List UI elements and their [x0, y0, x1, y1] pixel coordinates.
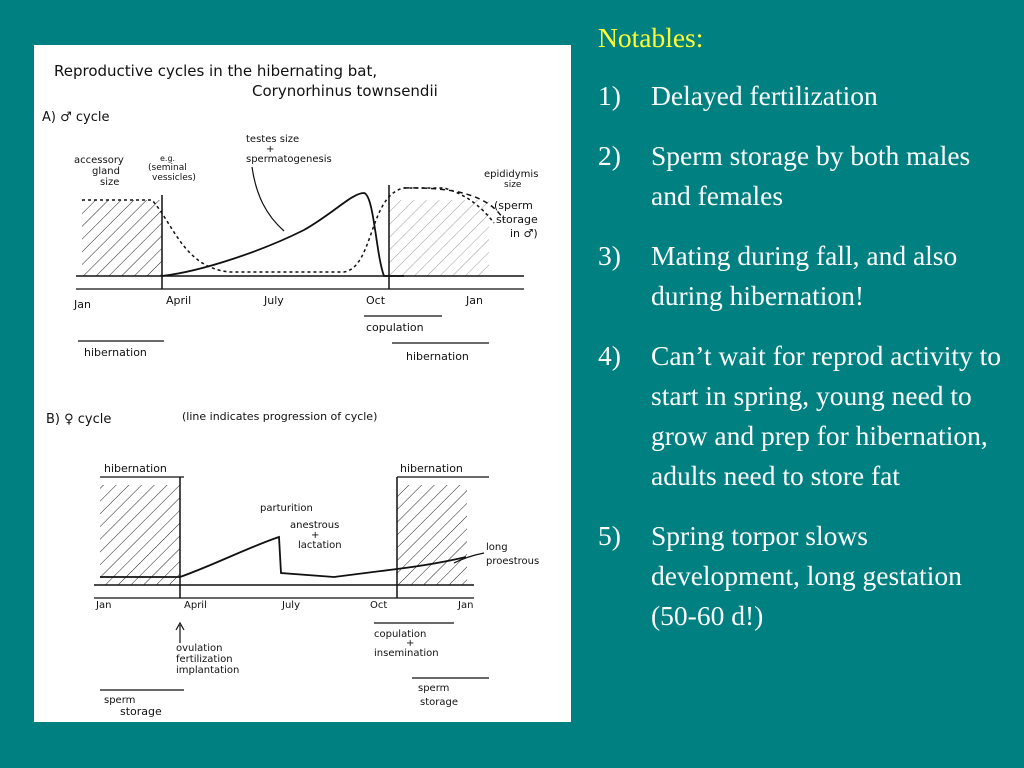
female-hibernation-right: hibernation — [400, 462, 463, 475]
notable-item-5 — [598, 516, 1008, 636]
sperm-left-1: sperm — [104, 695, 136, 706]
male-cycle-label: A) ♂ cycle — [42, 110, 110, 125]
male-month-oct: Oct — [366, 294, 386, 307]
male-month-april: April — [166, 294, 192, 307]
proestrous-label-2: proestrous — [486, 556, 540, 567]
accessory-note-1: e.g. — [160, 154, 176, 163]
male-month-jan: Jan — [74, 298, 91, 311]
notable-item-4 — [598, 336, 1008, 496]
female-month-july: July — [282, 600, 300, 611]
notables-panel — [598, 18, 1008, 656]
parturition-label: parturition — [260, 503, 313, 514]
notable-item-1 — [598, 76, 1008, 116]
accessory-label-3: size — [100, 177, 120, 188]
male-month-jan-end: Jan — [466, 294, 483, 307]
female-copulation-label-3: insemination — [374, 648, 439, 659]
notable-text: Can’t wait for reprod activity to start in spring, young need to grow and prep for hibernation, adults need to store fat — [651, 340, 1002, 491]
notable-text: Mating during fall, and also during hibernation! — [651, 240, 958, 311]
testes-label-2: + — [266, 144, 275, 155]
proestrous-label-1: long — [486, 542, 508, 553]
male-month-july: July — [264, 294, 284, 307]
notable-number: 4) — [598, 340, 621, 371]
female-month-april: April — [184, 600, 207, 611]
anestrous-label-1: anestrous — [290, 520, 340, 531]
testes-label-3: spermatogenesis — [246, 154, 332, 165]
epi-label-1: epididymis — [484, 169, 539, 180]
notable-text: Spring torpor slows development, long gestation (50-60 d!) — [651, 520, 962, 631]
female-copulation-label-1: copulation — [374, 629, 427, 640]
epi-label-4: storage — [496, 213, 538, 226]
notable-text: Delayed fertilization — [651, 80, 878, 111]
notable-item-2 — [598, 136, 1008, 216]
testes-size-curve — [162, 193, 404, 276]
female-hibernation-hatch-left — [100, 485, 180, 585]
sperm-left-2: storage — [120, 705, 162, 718]
figure-title-line2: Corynorhinus townsendii — [252, 82, 438, 100]
sperm-right-2: storage — [420, 697, 458, 708]
accessory-label-1: accessory — [74, 155, 124, 166]
accessory-note-3: vessicles) — [152, 173, 196, 183]
epi-label-5: in ♂) — [510, 227, 538, 240]
female-cycle-label: B) ♀ cycle — [46, 412, 112, 427]
notable-number: 2) — [598, 140, 621, 171]
male-hibernation-hatch-left — [82, 200, 162, 276]
accessory-note-2: (seminal — [148, 163, 187, 173]
notable-number: 5) — [598, 520, 621, 551]
bat-reproductive-cycle-figure — [34, 45, 571, 722]
female-month-jan: Jan — [96, 600, 112, 611]
figure-title-line1: Reproductive cycles in the hibernating bat, — [54, 62, 378, 80]
female-copulation-label-2: + — [406, 638, 415, 649]
female-cycle-note: (line indicates progression of cycle) — [182, 410, 378, 423]
female-month-jan-end: Jan — [458, 600, 474, 611]
notable-number: 3) — [598, 240, 621, 271]
ovulation-label-2: fertilization — [176, 654, 233, 665]
epi-label-3: (sperm — [494, 199, 533, 212]
male-hibernation-right: hibernation — [406, 350, 469, 363]
sperm-right-1: sperm — [418, 683, 450, 694]
notable-item-3 — [598, 236, 1008, 316]
male-copulation-label: copulation — [366, 321, 424, 334]
notables-list — [598, 76, 1008, 636]
anestrous-label-2: + — [311, 530, 320, 541]
testes-label-1: testes size — [246, 134, 300, 145]
female-hibernation-left: hibernation — [104, 462, 167, 475]
anestrous-label-3: lactation — [298, 540, 342, 551]
male-hibernation-hatch-right — [389, 200, 489, 276]
female-hibernation-hatch-right — [397, 485, 467, 585]
accessory-label-2: gland — [92, 166, 120, 177]
notable-number: 1) — [598, 80, 621, 111]
male-hibernation-left: hibernation — [84, 346, 147, 359]
ovulation-label-3: implantation — [176, 665, 240, 676]
notable-text: Sperm storage by both males and females — [651, 140, 971, 211]
epi-label-2: size — [504, 180, 522, 190]
female-month-oct: Oct — [370, 600, 388, 611]
ovulation-label-1: ovulation — [176, 643, 223, 654]
hand-drawn-diagram — [34, 45, 571, 722]
testes-arrow — [252, 167, 284, 231]
notables-title: Notables: — [598, 22, 704, 53]
